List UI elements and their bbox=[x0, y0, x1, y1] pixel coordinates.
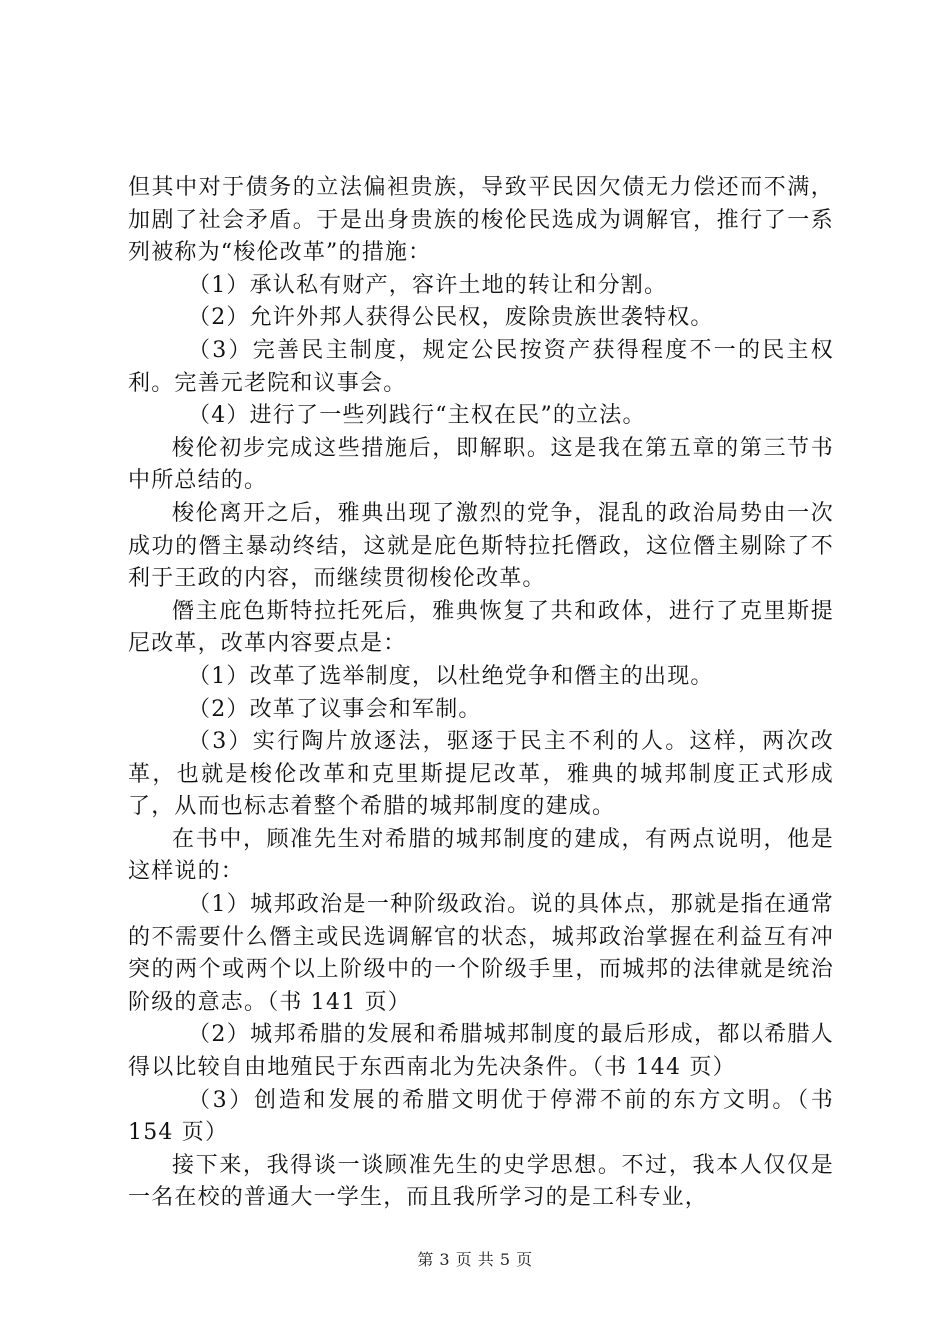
page-footer bbox=[0, 1247, 950, 1270]
paragraph: 在书中，顾准先生对希腊的城邦制度的建成，有两点说明，他是这样说的： bbox=[128, 826, 834, 885]
paragraph: 梭伦初步完成这些措施后，即解职。这是我在第五章的第三节书中所总结的。 bbox=[128, 435, 834, 494]
list-item: （1）城邦政治是一种阶级政治。说的具体点，那就是指在通常的不需要什么僭主或民选调解官的状态，城邦政治掌握在利益互有冲突的两个或两个以上阶级中的一个阶级手里，而城邦的法律就是统治阶级的意志。（书 141 页） bbox=[128, 892, 834, 1015]
paragraph: 但其中对于债务的立法偏袒贵族，导致平民因欠债无力偿还而不满，加剧了社会矛盾。于是出身贵族的梭伦民选成为调解官，推行了一系列被称为“梭伦改革”的措施： bbox=[128, 175, 834, 266]
document-body bbox=[128, 172, 834, 1215]
list-item: （2）允许外邦人获得公民权，废除贵族世袭特权。 bbox=[188, 305, 714, 331]
list-item: （1）改革了选举制度，以杜绝党争和僭主的出现。 bbox=[188, 663, 714, 689]
list-item: （3）创造和发展的希腊文明优于停滞不前的东方文明。（书 154 页） bbox=[128, 1087, 834, 1146]
paragraph: 接下来，我得谈一谈顾准先生的史学思想。不过，我本人仅仅是一名在校的普通大一学生，而且我所学习的是工科专业， bbox=[128, 1152, 834, 1211]
page-number: 第 3 页 共 5 页 bbox=[417, 1250, 533, 1269]
paragraph: 梭伦离开之后，雅典出现了激烈的党争，混乱的政治局势由一次成功的僭主暴动终结，这就是庇色斯特拉托僭政，这位僭主剔除了不利于王政的内容，而继续贯彻梭伦改革。 bbox=[128, 500, 834, 592]
list-item: （3）完善民主制度，规定公民按资产获得程度不一的民主权利。完善元老院和议事会。 bbox=[128, 337, 834, 396]
list-item: （2）改革了议事会和军制。 bbox=[188, 696, 482, 722]
list-item: （3）实行陶片放逐法，驱逐于民主不利的人。这样，两次改革，也就是梭伦改革和克里斯提尼改革，雅典的城邦制度正式形成了，从而也标志着整个希腊的城邦制度的建成。 bbox=[128, 729, 834, 820]
paragraph: 僭主庇色斯特拉托死后，雅典恢复了共和政体，进行了克里斯提尼改革，改革内容要点是： bbox=[128, 598, 834, 657]
list-item: （1）承认私有财产，容许土地的转让和分割。 bbox=[188, 272, 668, 298]
list-item: （2）城邦希腊的发展和希腊城邦制度的最后形成，都以希腊人得以比较自由地殖民于东西南北为先决条件。（书 144 页） bbox=[128, 1022, 834, 1081]
list-item: （4）进行了一些列践行“主权在民”的立法。 bbox=[188, 403, 646, 429]
